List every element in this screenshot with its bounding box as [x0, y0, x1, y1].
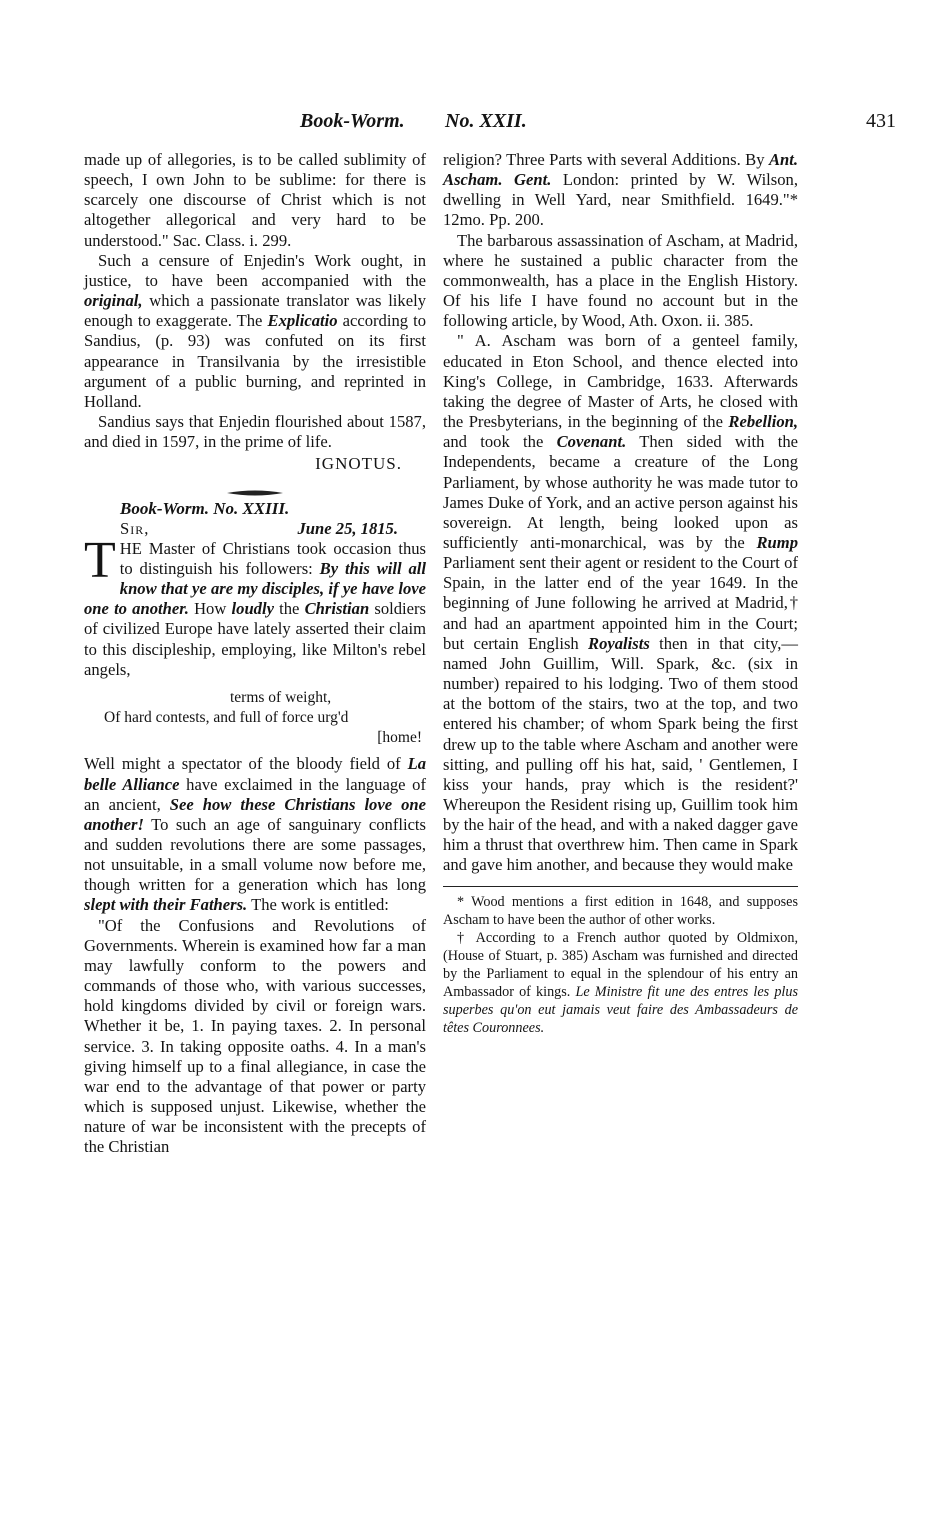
drop-cap: T	[84, 531, 116, 589]
paragraph: Sandius says that Enjedin flourished about 1587, and died in 1597, in the prime of life.	[84, 412, 426, 452]
issue-number: No. XXII.	[445, 110, 527, 132]
footnote-rule	[443, 886, 798, 887]
verse-line: terms of weight,	[230, 688, 332, 706]
letter-date: June 25, 1815.	[297, 518, 398, 538]
verse-quote	[84, 688, 426, 748]
paragraph: religion? Three Parts with several Additions. By Ant. Ascham. Gent. London: printed by W. Wilson, dwelling in Well Yard, near Smithfield. 1649."* 12mo. Pp. 200.	[443, 150, 798, 230]
footnote: * Wood mentions a first edition in 1648, and supposes Ascham to have been the author of other works.	[443, 893, 798, 928]
ornament-divider	[84, 483, 426, 493]
paragraph: " A. Ascham was born of a genteel family, educated in Eton School, and thence elected into King's College, in Cambridge, 1633. Afterwards taking the degree of Master of Arts, he closed with the Presbyterians, in the beginning of the Rebellion, and took the Covenant. Then sided with the Independents, became a creature of the Long Parliament, by whose authority he was made tutor to James Duke of York, and an active person against his sovereign. At length, being looked upon as sufficiently anti-monarchical, was by the Rump Parliament sent their agent or resident to the Court of Spain, in the latter end of the year 1649. In the beginning of June following he arrived at Madrid,† and had an apartment appointed him in the Court; but certain English Royalists then in that city,—named John Guillim, Will. Spark, &c. (six in number) repaired to his lodging. Two of them stood at the bottom of the stairs, two at the top, and two entered his chamber; of whom Spark being the first drew up to the table where Ascham and another were sitting, and pulling off his hat, said, ' Gentlemen, I kiss your hands, pray which is the resident?' Whereupon the Resident rising up, Guillim took him by the hair of the head, and with a naked dagger gave him a thrust that overthrew him. Then came in Spark and gave him another, and because they would make	[443, 331, 798, 875]
signature: IGNOTUS.	[315, 454, 402, 474]
paragraph: THE Master of Christians took occasion thus to distinguish his followers: By this will all know that ye are my disciples, if ye have love one to another. How loudly the Christian soldiers of civilized Europe have lately asserted their claim to this discipleship, employing, like Milton's rebel angels,	[84, 531, 426, 679]
running-title: Book-Worm.	[300, 110, 405, 132]
page-number: 431	[866, 110, 896, 132]
paragraph: The barbarous assassination of Ascham, at Madrid, where he sustained a public character from the commonwealth, has a place in the English History. Of his life I have found no account but in the following article, by Wood, Ath. Oxon. ii. 385.	[443, 230, 798, 331]
section-heading: Book-Worm. No. XXIII.	[120, 498, 290, 518]
paragraph: made up of allegories, is to be called sublimity of speech, I own John to be sublime: for there is scarcely one discourse of Christ which is not altogether allegorical and very hard to be understood." Sac. Class. i. 299.	[84, 150, 426, 250]
salutation: Sir,	[120, 518, 150, 538]
footnote: † According to a French author quoted by Oldmixon, (House of Stuart, p. 385) Ascham was furnished and directed by the Parliament to equal in the splendour of his entry an Ambassador of kings. Le Ministre fit une des entres les plus superbes qu'on eut jamais veut faire des Ambassadeurs de têtes Couronnees.	[443, 929, 798, 1036]
ornament-icon	[225, 488, 285, 498]
paragraph: "Of the Confusions and Revolutions of Governments. Wherein is examined how far a man may lawfully conform to the powers and commands of those who, with various successes, hold kingdoms divided by civil or foreign wars. Whether it be, 1. In paying taxes. 2. In personal service. 3. In taking opposite oaths. 4. In a man's giving himself up to a final allegiance, in case the war end to the advantage of that power or party which is supposed unjust. Likewise, whether the nature of war be inconsistent with the precepts of the Christian	[84, 915, 426, 1157]
paragraph: Such a censure of Enjedin's Work ought, in justice, to have been accompanied with the original, which a passionate translator was likely enough to exaggerate. The Explicatio according to Sandius, (p. 93) was confuted on its first appearance in Transilvania by the irresistible argument of a public burning, and reprinted in Holland.	[84, 250, 427, 411]
right-column	[443, 150, 798, 1037]
running-header	[0, 110, 928, 140]
verse-line: Of hard contests, and full of force urg'd	[104, 709, 349, 727]
salutation-line	[84, 519, 426, 539]
verse-line: [home!	[377, 729, 422, 747]
paragraph: Well might a spectator of the bloody field of La belle Alliance have exclaimed in the language of an ancient, See how these Christians love one another! To such an age of sanguinary conflicts and sudden revolutions there are some passages, not unsuitable, in a small volume now before me, though written for a generation which has long slept with their Fathers. The work is entitled:	[84, 754, 427, 915]
left-column	[84, 150, 426, 1158]
